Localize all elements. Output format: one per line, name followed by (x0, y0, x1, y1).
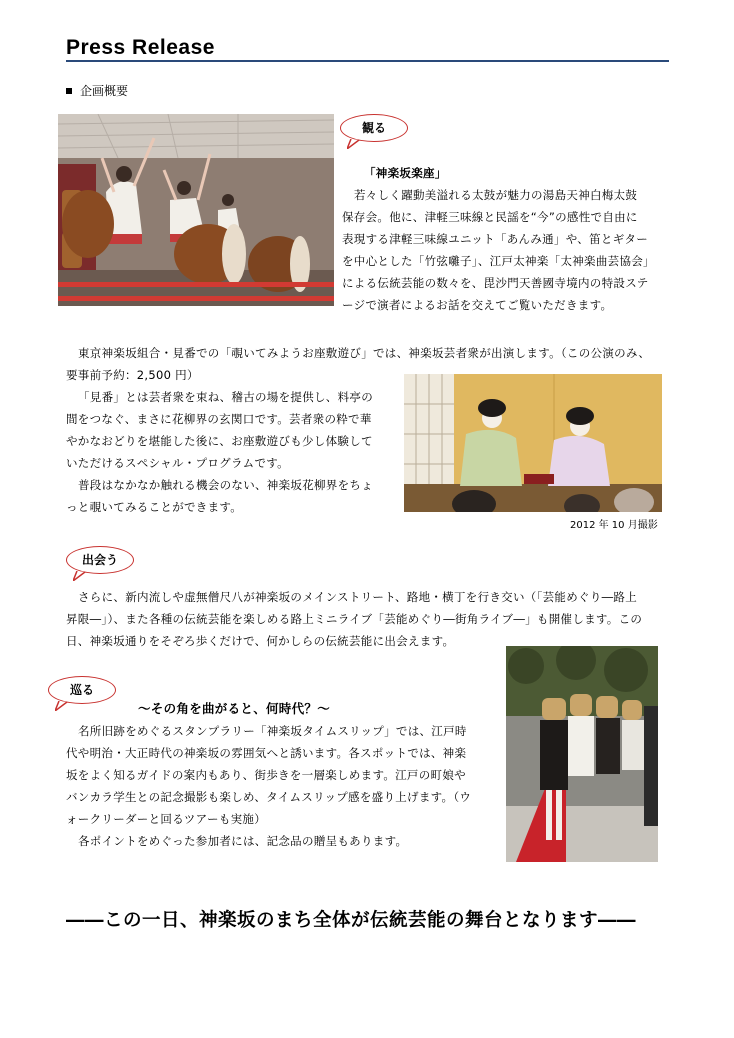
text-line: ージで演者によるお話を交えてご覧いただきます。 (342, 298, 613, 312)
deau-body (66, 586, 676, 652)
text-line: 坂をよく知るガイドの案内もあり、街歩きを一層楽しめます。江戸の町娘や (66, 768, 466, 782)
meguru-bubble: 巡る (48, 676, 116, 704)
taiko-photo (58, 114, 334, 306)
miru-heading: 「神楽坂楽座」 (364, 166, 447, 180)
text-line: 各ポイントをめぐった参加者には、記念品の贈呈もあります。 (78, 834, 408, 848)
miru-bubble: 観る (340, 114, 408, 142)
section-label: 企画概要 (80, 84, 129, 98)
speech-tail-icon (55, 701, 71, 711)
text-line: 若々しく躍動美溢れる太鼓が魅力の湯島天神白梅太鼓 (354, 188, 638, 202)
text-line: さらに、新内流しや虚無僧尺八が神楽坂のメインストリート、路地・横丁を行き交い（「芸能めぐり―路上 (78, 590, 638, 604)
komuso-photo (506, 646, 658, 862)
text-line: 要事前予約：2,500 円） (66, 368, 199, 382)
text-line: を中心とした「竹弦囃子」、江戸太神楽「太神楽曲芸協会」 (342, 254, 655, 268)
deau-bubble-tail (73, 566, 89, 576)
meguru-heading: ～その角を曲がると、何時代？～ (138, 701, 331, 716)
text-line: 代や明治・大正時代の神楽坂の雰囲気へと誘います。各スポットでは、神楽 (66, 746, 467, 760)
text-line: 東京神楽坂組合・見番での「覗いてみようお座敷遊び」では、神楽坂芸者衆が出演します。（この公演のみ、 (78, 346, 651, 360)
text-line: 保存会。他に、津軽三味線と民謡を“今”の感性で自由に (342, 210, 638, 224)
miru-body (342, 184, 672, 316)
kenban-body (66, 386, 396, 518)
text-line: っと覗いてみることができます。 (66, 500, 243, 514)
miru-bubble-tail (347, 134, 363, 144)
text-line: 名所旧跡をめぐるスタンプラリー「神楽坂タイムスリップ」では、江戸時 (78, 724, 467, 738)
text-line: による伝統芸能の数々を、毘沙門天善國寺境内の特設ステ (342, 276, 649, 290)
text-line: いただけるスペシャル・プログラムです。 (66, 456, 289, 470)
text-line: やかなおどりを堪能した後に、お座敷遊びも少し体験して (66, 434, 373, 448)
text-line: 間をつなぐ、まさに花柳界の玄関口です。芸者衆の粋で華 (66, 412, 372, 426)
text-line: 表現する津軽三味線ユニット「あんみ通」や、笛とギター (342, 232, 648, 246)
text-line: 「見番」とは芸者衆を束ね、稽古の場を提供し、料亭の (78, 390, 373, 404)
text-line: 日、神楽坂通りをそぞろ歩くだけで、何かしらの伝統芸能に出会えます。 (66, 634, 455, 648)
speech-tail-icon (347, 139, 363, 149)
text-line: バンカラ学生との記念撮影も楽しめ、タイムスリップ感を盛り上げます。（ウ (66, 790, 472, 804)
geisha-photo (404, 374, 662, 512)
section-heading (66, 82, 128, 99)
komuso-parade-image (506, 646, 658, 862)
geisha-performance-image (404, 374, 662, 512)
closing-banner: ――この一日、神楽坂のまち全体が伝統芸能の舞台となります―― (66, 910, 637, 931)
photo-caption: 2012 年 10 月撮影 (570, 520, 658, 531)
title-rule (66, 60, 669, 62)
speech-tail-icon (73, 571, 89, 581)
page-title: Press Release (66, 36, 215, 59)
square-bullet-icon (66, 88, 72, 94)
taiko-drummers-image (58, 114, 334, 306)
text-line: 普段はなかなか触れる機会のない、神楽坂花柳界をちょ (78, 478, 373, 492)
meguru-bubble-tail (55, 696, 71, 706)
text-line: 昇限―」）、また各種の伝統芸能を楽しめる路上ミニライブ「芸能めぐり―街角ライブ―」も開催します。この (66, 612, 643, 626)
meguru-body (66, 720, 502, 852)
deau-bubble: 出会う (66, 546, 134, 574)
text-line: ォークリーダーと回るツアーも実施） (66, 812, 267, 826)
